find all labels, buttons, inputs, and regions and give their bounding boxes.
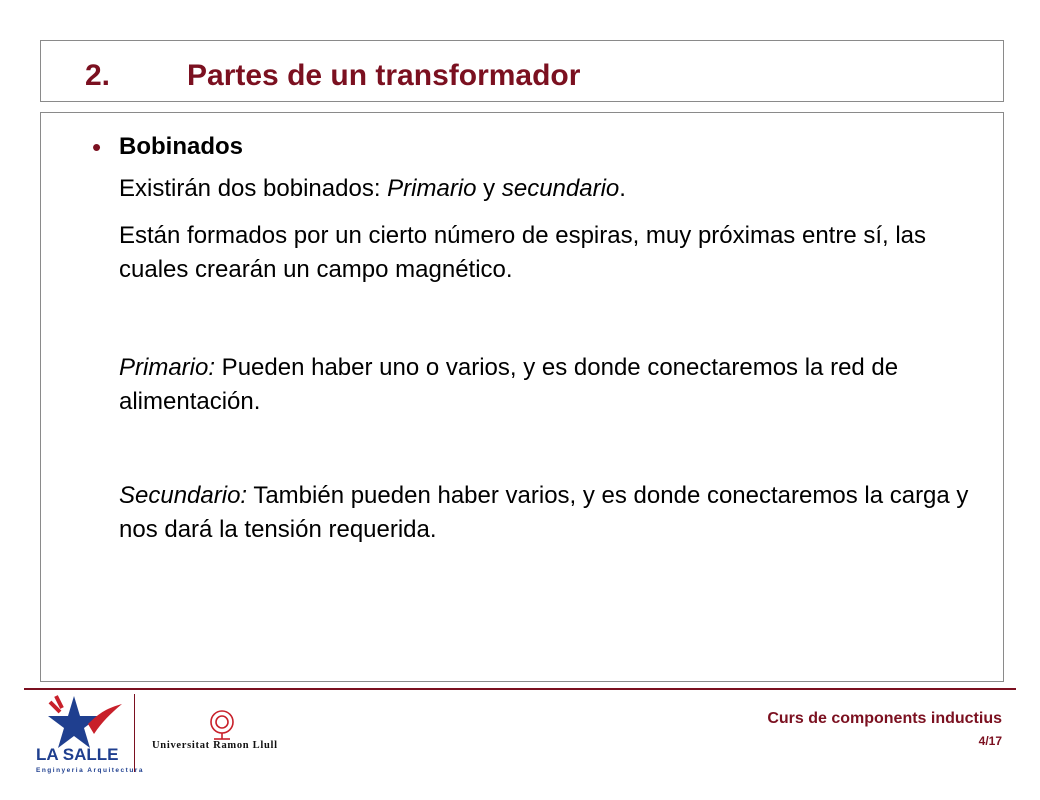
primary-label: Primario: — [119, 354, 216, 381]
paragraph-windings-c: y — [476, 175, 502, 202]
footer-vertical-divider — [134, 694, 135, 772]
slide-title-number: 2. — [85, 59, 111, 92]
url-tree-icon — [211, 711, 233, 739]
url-logo-text: Universitat Ramon Llull — [152, 740, 278, 751]
primary-text: Pueden haber uno o varios, y es donde conectaremos la red de alimentación. — [119, 354, 899, 415]
paragraph-turns: Están formados por un cierto número de espiras, muy próximas entre sí, las cuales crearán un campo magnético. — [119, 222, 927, 283]
paragraph-primary — [119, 351, 979, 419]
footer-divider-line — [24, 688, 1016, 690]
lasalle-logo-subtext: Enginyeria Arquitectura — [36, 767, 144, 774]
bullet-icon: • — [92, 132, 102, 162]
section-heading: Bobinados — [119, 133, 243, 160]
page-number: 4/17 — [978, 734, 1002, 748]
lasalle-logo-text: LA SALLE — [36, 745, 119, 764]
paragraph-windings-e: . — [619, 175, 626, 202]
paragraph-windings-secondary: secundario — [501, 175, 620, 202]
paragraph-windings-a: Existirán dos bobinados: — [119, 175, 388, 202]
secondary-text: También pueden haber varios, y es donde conectaremos la carga y nos dará la tensión requerida. — [119, 482, 969, 543]
course-name: Curs de components inductius — [767, 710, 1002, 727]
slide-title-box — [40, 40, 1004, 102]
paragraph-windings-primary: Primario — [387, 175, 477, 202]
lasalle-logo — [30, 690, 144, 776]
url-emblem — [148, 708, 298, 764]
slide-title: Partes de un transformador — [187, 59, 581, 92]
secondary-label: Secundario: — [119, 482, 248, 509]
paragraph-windings — [119, 172, 979, 206]
slide-content-box — [40, 112, 1004, 682]
paragraph-secondary — [119, 479, 979, 547]
